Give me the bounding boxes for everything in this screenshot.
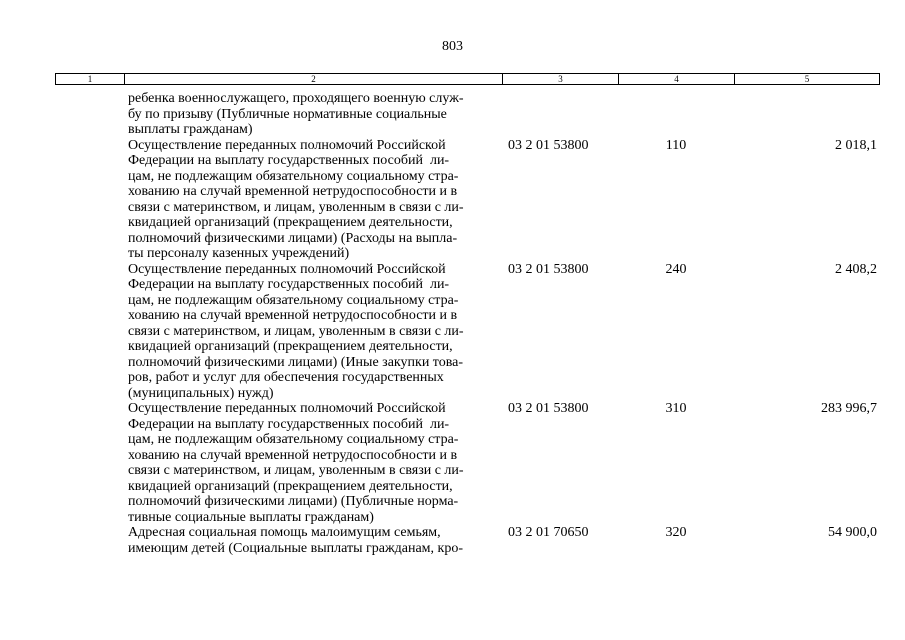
description-line: полномочий физическими лицами) (Иные закупки това- xyxy=(128,354,464,370)
amount: 2 018,1 xyxy=(835,137,877,153)
description-line: связи с материнством, и лицам, уволенным в связи с ли- xyxy=(128,463,464,478)
classification-code: 03 2 01 53800 xyxy=(508,401,589,416)
row-description xyxy=(128,262,508,402)
description-line: (муниципальных) нужд) xyxy=(128,385,274,401)
classification-code: 03 2 01 53800 xyxy=(508,137,589,153)
table-row xyxy=(55,91,880,138)
classification-code: 03 2 01 53800 xyxy=(508,261,589,277)
row-description xyxy=(128,525,508,556)
description-line: цам, не подлежащим обязательному социальному стра- xyxy=(128,432,459,447)
classification-code: 03 2 01 70650 xyxy=(508,525,589,540)
description-line: цам, не подлежащим обязательному социальному стра- xyxy=(128,292,459,308)
table-header xyxy=(55,73,880,85)
description-line: связи с материнством, и лицам, уволенным в связи с ли- xyxy=(128,199,464,215)
expense-type: 240 xyxy=(665,261,687,277)
description-line: Осуществление переданных полномочий Российской xyxy=(128,401,446,416)
column-header-3: 3 xyxy=(503,74,619,84)
description-line: имеющим детей (Социальные выплаты гражданам, кро- xyxy=(128,540,463,556)
description-line: Осуществление переданных полномочий Российской xyxy=(128,137,446,153)
description-line: Осуществление переданных полномочий Российской xyxy=(128,261,446,277)
page-number: 803 xyxy=(442,39,463,54)
description-line: Федерации на выплату государственных пособий ли- xyxy=(128,153,450,168)
description-line: полномочий физическими лицами) (Публичные норма- xyxy=(128,494,459,509)
expense-type: 310 xyxy=(665,401,687,416)
column-header-4: 4 xyxy=(619,74,735,84)
expense-type: 110 xyxy=(665,137,687,153)
description-line: бу по призыву (Публичные нормативные социальные xyxy=(128,106,447,122)
description-line: квидацией организаций (прекращением деятельности, xyxy=(128,339,453,354)
amount: 283 996,7 xyxy=(821,401,877,416)
description-line: ров, работ и услуг для обеспечения государственных xyxy=(128,370,444,385)
row-description xyxy=(128,91,508,138)
description-line: ребенка военнослужащего, проходящего военную служ- xyxy=(128,91,464,106)
column-header-5: 5 xyxy=(804,74,810,84)
table-body xyxy=(55,91,880,556)
amount: 54 900,0 xyxy=(828,525,877,540)
description-line: хованию на случай временной нетрудоспособности и в xyxy=(128,308,458,323)
description-line: ты персоналу казенных учреждений) xyxy=(128,246,350,261)
table-row xyxy=(55,401,880,525)
description-line: Федерации на выплату государственных пособий ли- xyxy=(128,416,450,432)
description-line: тивные социальные выплаты гражданам) xyxy=(128,509,374,525)
description-line: хованию на случай временной нетрудоспособности и в xyxy=(128,184,458,199)
description-line: Адресная социальная помощь малоимущим семьям, xyxy=(128,525,441,540)
description-line: хованию на случай временной нетрудоспособности и в xyxy=(128,447,458,463)
table-row xyxy=(55,262,880,402)
description-line: квидацией организаций (прекращением деятельности, xyxy=(128,478,453,494)
row-description xyxy=(128,401,508,525)
expense-type: 320 xyxy=(665,525,687,540)
column-header-1: 1 xyxy=(56,74,125,84)
table-row xyxy=(55,138,880,262)
amount: 2 408,2 xyxy=(835,261,877,277)
column-header-2: 2 xyxy=(125,74,503,84)
description-line: квидацией организаций (прекращением деятельности, xyxy=(128,215,453,230)
description-line: полномочий физическими лицами) (Расходы на выпла- xyxy=(128,230,458,246)
row-description xyxy=(128,138,508,262)
description-line: выплаты гражданам) xyxy=(128,122,253,137)
description-line: связи с материнством, и лицам, уволенным в связи с ли- xyxy=(128,323,464,339)
table-row xyxy=(55,525,880,556)
description-line: цам, не подлежащим обязательному социальному стра- xyxy=(128,168,459,184)
description-line: Федерации на выплату государственных пособий ли- xyxy=(128,277,450,292)
